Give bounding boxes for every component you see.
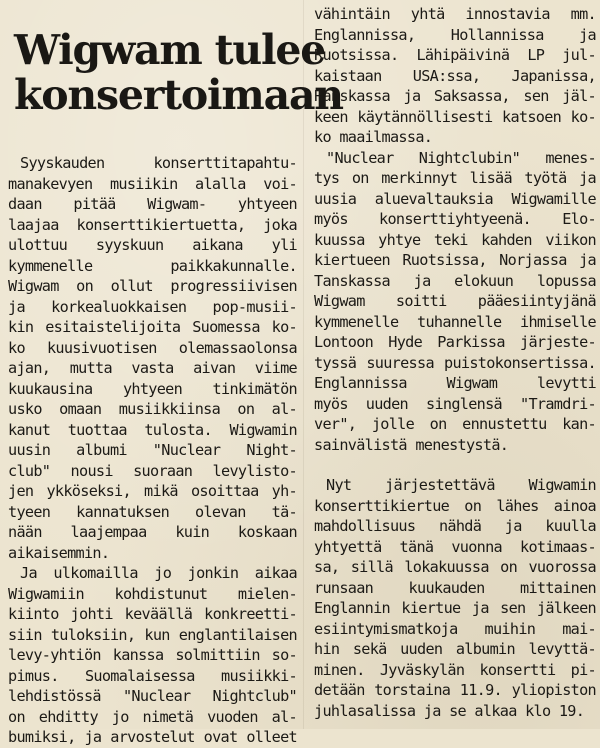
text-line: tyeen kannatuksen olevan tä- (8, 502, 297, 521)
text-line: lehdistössä "Nuclear Nightclub" (8, 687, 297, 705)
text-line: kiinto johti keväällä konkreetti- (8, 605, 297, 623)
headline (14, 26, 343, 119)
text-line: Ja ulkomailla jo jonkin aikaa (20, 564, 297, 582)
text-line: yhtyettä tänä vuonna kotimaas- (314, 537, 596, 556)
text-line: Tanskassa ja elokuun lopussa (314, 271, 596, 290)
text-line: mahdollisuus nähdä ja kuulla (314, 517, 596, 535)
text-line: myös konserttiyhtyeenä. Elo- (314, 210, 596, 228)
text-line: hin sekä uuden albumin levyttä- (314, 640, 596, 658)
right-column (314, 0, 596, 721)
text-line: aikaisemmin. (8, 543, 110, 562)
text-line: myös uuden singlensä "Tramdri- (314, 394, 596, 413)
text-line: Lontoon Hyde Parkissa järjeste- (314, 333, 596, 351)
text-line: kiertueen Ruotsissa, Norjassa ja (314, 251, 596, 269)
headline-line-1: Wigwam tulee (14, 26, 326, 74)
text-line: Ruotsissa. Lähipäivinä LP jul- (314, 46, 596, 64)
text-line: "Nuclear Nightclubin" menes- (326, 148, 596, 167)
text-line: kuussa yhtye teki kahden viikon (314, 230, 596, 249)
headline-line-2: konsertoimaan (14, 71, 343, 119)
text-line: detään torstaina 11.9. yliopiston (314, 681, 596, 699)
text-line: jen ykköseksi, mikä osoittaa yh- (8, 482, 297, 500)
text-line: Ranskassa ja Saksassa, sen jäl- (314, 87, 596, 105)
text-line: kin esitaistelijoita Suomessa ko- (8, 318, 297, 336)
text-line: ver", jolle on ennustettu kan- (314, 415, 596, 433)
text-line: minen. Jyväskylän konsertti pi- (314, 660, 596, 679)
text-line: sa, sillä lokakuussa on vuorossa (314, 558, 596, 576)
text-line: usko omaan musiikkiinsa on al- (8, 400, 297, 418)
right-column-body (314, 0, 596, 721)
text-line: Englannissa, Hollannissa ja (314, 25, 596, 44)
text-line: Englannissa Wigwam levytti (314, 374, 596, 392)
text-line: ja korkealuokkaisen pop-musii- (8, 297, 297, 316)
text-line: on ehditty jo nimetä vuoden al- (8, 707, 297, 726)
text-line: ko kuusivuotisen olemassaolonsa (8, 338, 297, 357)
paragraph-gap (314, 455, 596, 475)
text-line: ulottuu syyskuun aikana yli (8, 236, 297, 254)
text-line: bumiksi, ja arvostelut ovat olleet (8, 728, 297, 746)
text-line: manakevyen musiikin alalla voi- (8, 174, 297, 193)
text-line: Wigwam on ollut progressiivisen (8, 277, 297, 295)
text-line: esiintymismatkoja muihin mai- (314, 619, 596, 638)
text-line: kuukausina yhtyeen tinkimätön (8, 379, 297, 398)
text-line: siin tuloksiin, kun englantilaisen (8, 625, 297, 644)
text-line: Englannin kiertue ja sen jälkeen (314, 599, 596, 617)
text-line: keen käytännöllisesti katsoen ko- (314, 107, 596, 126)
text-line: laajaa konserttikiertuetta, joka (8, 215, 297, 234)
text-line: Wigwam soitti pääesiintyjänä (314, 292, 596, 310)
text-line: pimus. Suomalaisessa musiikki- (8, 666, 297, 685)
text-line: ajan, mutta vasta aivan viime (8, 359, 297, 377)
text-line: konserttikiertue on lähes ainoa (314, 496, 596, 515)
text-line: Syyskauden konserttitapahtu- (20, 154, 297, 172)
text-line: kymmenelle tuhannelle ihmiselle (314, 312, 596, 331)
text-line: nään laajempaa kuin koskaan (8, 523, 297, 541)
text-line: uusin albumi "Nuclear Night- (8, 441, 297, 459)
text-line: vähintäin yhtä innostavia mm. (314, 5, 596, 23)
text-line: ko maailmassa. (314, 128, 433, 146)
left-column (8, 0, 343, 748)
text-line: levy-yhtiön kanssa solmittiin so- (8, 646, 297, 664)
text-line: Nyt järjestettävä Wigwamin (326, 476, 596, 494)
text-line: tyssä suuressa puistokonsertissa. (314, 353, 596, 372)
text-line: tys on merkinnyt lisää työtä ja (314, 169, 596, 187)
text-line: kanut tuottaa tulosta. Wigwamin (8, 420, 297, 439)
text-line: club" nousi suoraan levylisto- (8, 461, 297, 480)
text-line: uusia aluevaltauksia Wigwamille (314, 189, 596, 208)
text-line: kymmenelle paikkakunnalle. (8, 256, 297, 275)
text-line: kaistaan USA:ssa, Japanissa, (314, 66, 596, 85)
text-line: daan pitää Wigwam- yhtyeen (8, 195, 297, 213)
text-line: runsaan kuukauden mittainen (314, 578, 596, 597)
text-line: juhlasalissa ja se alkaa klo 19. (314, 701, 585, 720)
text-line: sainvälistä menestystä. (314, 435, 509, 454)
text-line: Wigwamiin kohdistunut mielen- (8, 584, 297, 603)
left-column-body (8, 153, 297, 748)
